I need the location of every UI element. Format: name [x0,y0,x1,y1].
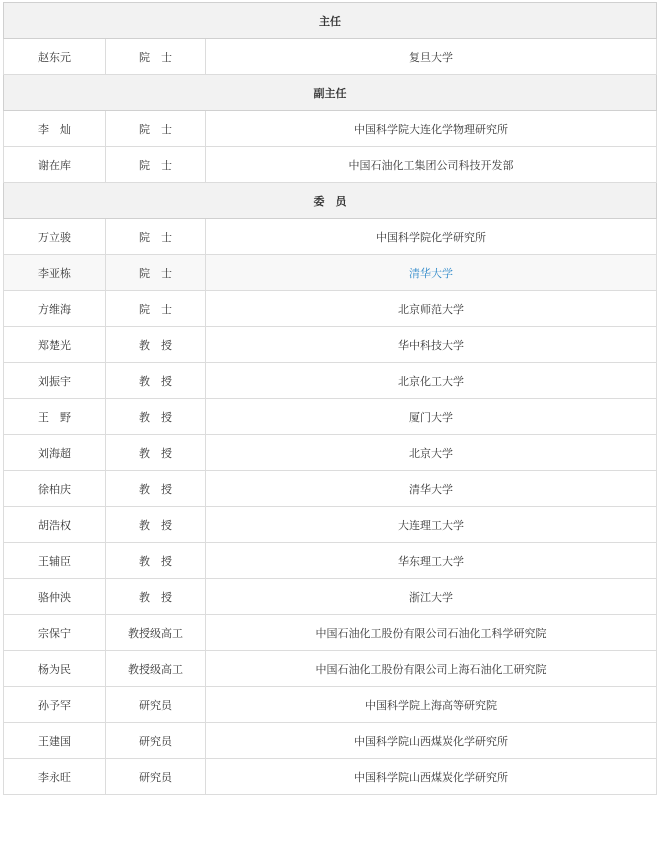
member-title: 院 士 [106,291,206,327]
member-org: 北京师范大学 [398,302,465,316]
member-org-cell [206,399,657,435]
member-title: 院 士 [106,219,206,255]
member-name: 刘振宇 [4,363,106,399]
member-org-cell [206,39,657,75]
table-row [4,219,657,255]
member-name: 胡浩权 [4,507,106,543]
member-org: 浙江大学 [409,590,454,604]
member-org-cell [206,147,657,183]
member-title: 教 授 [106,363,206,399]
member-name: 李 灿 [4,111,106,147]
table-row [4,399,657,435]
table-row [4,291,657,327]
member-org: 中国科学院化学研究所 [376,230,487,244]
member-org: 清华大学 [409,482,454,496]
member-org: 大连理工大学 [398,518,465,532]
member-org-cell [206,687,657,723]
section-header-row [4,183,657,219]
section-header-row [4,3,657,39]
member-name: 方维海 [4,291,106,327]
member-org-cell [206,111,657,147]
member-org-cell [206,219,657,255]
table-row [4,723,657,759]
member-org-cell [206,327,657,363]
member-org-cell [206,255,657,291]
member-org-cell [206,723,657,759]
member-title: 研究员 [106,759,206,795]
member-title: 教 授 [106,435,206,471]
member-name: 王辅臣 [4,543,106,579]
member-org: 北京化工大学 [398,374,465,388]
table-row [4,147,657,183]
member-org: 中国科学院大连化学物理研究所 [354,122,509,136]
member-name: 万立骏 [4,219,106,255]
member-title: 院 士 [106,111,206,147]
table-row [4,651,657,687]
member-name: 骆仲泱 [4,579,106,615]
member-org: 中国科学院山西煤炭化学研究所 [354,770,509,784]
committee-table [3,2,657,795]
table-row [4,579,657,615]
section-title: 副主任 [4,75,657,111]
member-org: 中国石油化工股份有限公司石油化工科学研究院 [315,626,547,640]
section-header-row [4,75,657,111]
member-name: 谢在库 [4,147,106,183]
table-row [4,327,657,363]
member-name: 刘海超 [4,435,106,471]
member-title: 教 授 [106,471,206,507]
table-row [4,615,657,651]
member-org: 中国石油化工股份有限公司上海石油化工研究院 [315,662,547,676]
member-org-cell [206,471,657,507]
member-title: 教 授 [106,579,206,615]
member-org-cell [206,651,657,687]
table-row [4,39,657,75]
table-row [4,435,657,471]
member-title: 教 授 [106,507,206,543]
member-title: 教授级高工 [106,651,206,687]
member-title: 教授级高工 [106,615,206,651]
member-org: 中国石油化工集团公司科技开发部 [348,158,514,172]
member-org-cell [206,543,657,579]
member-org: 中国科学院山西煤炭化学研究所 [354,734,509,748]
member-org-cell [206,507,657,543]
member-name: 杨为民 [4,651,106,687]
member-title: 教 授 [106,399,206,435]
member-org-cell [206,435,657,471]
table-row [4,759,657,795]
member-org-cell [206,615,657,651]
member-org: 中国科学院上海高等研究院 [365,698,498,712]
member-name: 王 野 [4,399,106,435]
member-org: 复旦大学 [409,50,454,64]
section-title: 委 员 [4,183,657,219]
member-title: 研究员 [106,687,206,723]
table-row [4,687,657,723]
member-org: 华中科技大学 [398,338,465,352]
member-org-cell [206,291,657,327]
member-name: 王建国 [4,723,106,759]
member-title: 院 士 [106,255,206,291]
member-name: 孙予罕 [4,687,106,723]
member-org: 华东理工大学 [398,554,465,568]
member-title: 教 授 [106,327,206,363]
member-title: 院 士 [106,39,206,75]
member-name: 李永旺 [4,759,106,795]
member-org: 厦门大学 [409,410,454,424]
member-org-cell [206,579,657,615]
committee-table-body [4,3,657,795]
member-org: 北京大学 [409,446,454,460]
table-row [4,111,657,147]
table-row [4,543,657,579]
member-name: 宗保宁 [4,615,106,651]
member-title: 研究员 [106,723,206,759]
table-row [4,471,657,507]
member-name: 郑楚光 [4,327,106,363]
member-title: 教 授 [106,543,206,579]
member-name: 李亚栋 [4,255,106,291]
member-name: 徐柏庆 [4,471,106,507]
table-row [4,363,657,399]
member-title: 院 士 [106,147,206,183]
table-row [4,255,657,291]
member-org-cell [206,759,657,795]
member-name: 赵东元 [4,39,106,75]
table-row [4,507,657,543]
member-org-cell [206,363,657,399]
section-title: 主任 [4,3,657,39]
member-org-link[interactable]: 清华大学 [409,266,454,280]
